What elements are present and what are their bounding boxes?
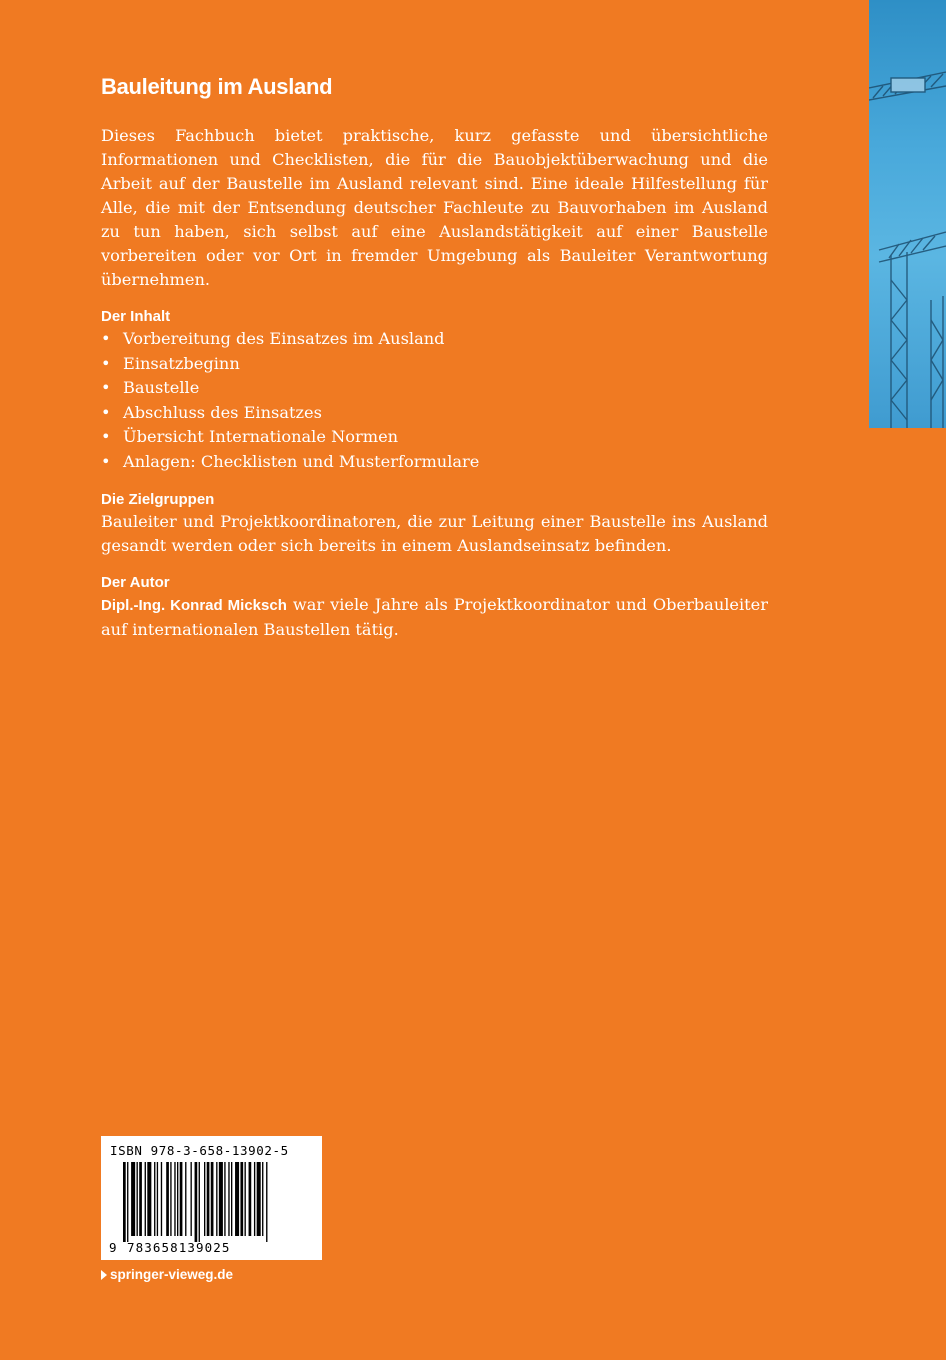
author-bio: war viele Jahre als Projektkoordinator und Oberbauleiter auf internationalen Baustellen tätig. [101,594,769,639]
bullet-icon: • [101,329,111,348]
barcode-digits: 783658139025 [127,1240,231,1255]
list-item: • Anlagen: Checklisten und Musterformulare [101,450,768,475]
contents-heading: Der Inhalt [101,308,171,325]
barcode-bar [266,1162,267,1242]
barcode-bar [161,1162,162,1236]
bullet-icon: • [101,378,111,398]
isbn-number: ISBN 978-3-658-13902-5 [110,1143,289,1158]
bullet-icon: • [101,451,111,471]
isbn-barcode [101,1136,322,1260]
barcode-bar [177,1162,178,1236]
barcode-bars [123,1162,313,1244]
barcode-bar [180,1162,183,1236]
bullet-icon: • [101,353,111,373]
cover-photo-crane [869,0,946,428]
barcode-bar [245,1162,246,1236]
barcode-bar [191,1162,192,1236]
barcode-bar [249,1162,252,1236]
barcode-bar [231,1162,232,1236]
author-heading: Der Autor [101,573,170,591]
barcode-bar [139,1162,142,1236]
barcode-bar [157,1162,158,1236]
audience-heading: Die Zielgruppen [101,490,215,508]
barcode-bar [123,1162,126,1242]
barcode-bar [219,1162,223,1236]
barcode-bar [224,1162,225,1236]
barcode-bar [235,1162,239,1236]
barcode-bar [228,1162,229,1236]
barcode-bar [216,1162,217,1236]
author-paragraph [101,593,768,642]
barcode-bar [166,1162,169,1236]
barcode-bar [145,1162,146,1236]
barcode-bar [199,1162,200,1242]
barcode-bar [254,1162,255,1236]
intro-paragraph: Dieses Fachbuch bietet praktische, kurz gefasste und übersichtliche Informationen und Checklisten, die für die Bauobjektüberwachung und die Arbeit auf der Baustelle im Ausland relevant sind. Eine ideale Hilfestellung für Alle, die mit der Entsendung deutscher Fachleute zu Bauvorhaben im Ausland zu tun haben, sich selbst auf eine Auslandstätigkeit auf einer Baustelle vorbereiten oder vor Ort in fremder Umgebung als Bauleiter Verantwortung übernehmen. [101,126,768,289]
barcode-bar [137,1162,138,1236]
list-item: • Baustelle [101,376,768,401]
barcode-bar [195,1162,198,1242]
audience-paragraph: Bauleiter und Projektkoordinatoren, die zur Leitung einer Baustelle ins Ausland gesandt werden oder sich bereits in einem Auslandseinsatz befinden. [101,511,768,555]
list-item: • Vorbereitung des Einsatzes im Ausland [101,327,768,352]
list-item: • Übersicht Internationale Normen [101,425,768,450]
book-title: Bauleitung im Ausland [101,74,333,99]
barcode-bar [257,1162,261,1236]
publisher-link[interactable] [101,1267,233,1282]
barcode-bar [131,1162,135,1236]
barcode-bar [127,1162,128,1242]
barcode-bar [147,1162,151,1236]
list-item: • Einsatzbeginn [101,352,768,377]
contents-list [101,327,768,475]
list-item: • Abschluss des Einsatzes [101,401,768,426]
back-cover-text [101,74,768,642]
barcode-bar [204,1162,205,1236]
barcode-bar [174,1162,175,1236]
arrow-right-icon [101,1270,107,1280]
barcode-bar [240,1162,243,1236]
publisher-url: springer-vieweg.de [110,1267,234,1282]
barcode-bar [211,1162,214,1236]
barcode-bar [207,1162,210,1236]
barcode-bar [185,1162,186,1236]
bullet-icon: • [101,427,111,447]
barcode-first-digit: 9 [109,1240,117,1255]
author-name: Dipl.-Ing. Konrad Micksch [101,596,287,614]
barcode-bar [154,1162,155,1236]
barcode-bar [170,1162,171,1236]
barcode-bar [262,1162,263,1236]
bullet-icon: • [101,402,111,422]
crane-illustration [869,0,946,428]
